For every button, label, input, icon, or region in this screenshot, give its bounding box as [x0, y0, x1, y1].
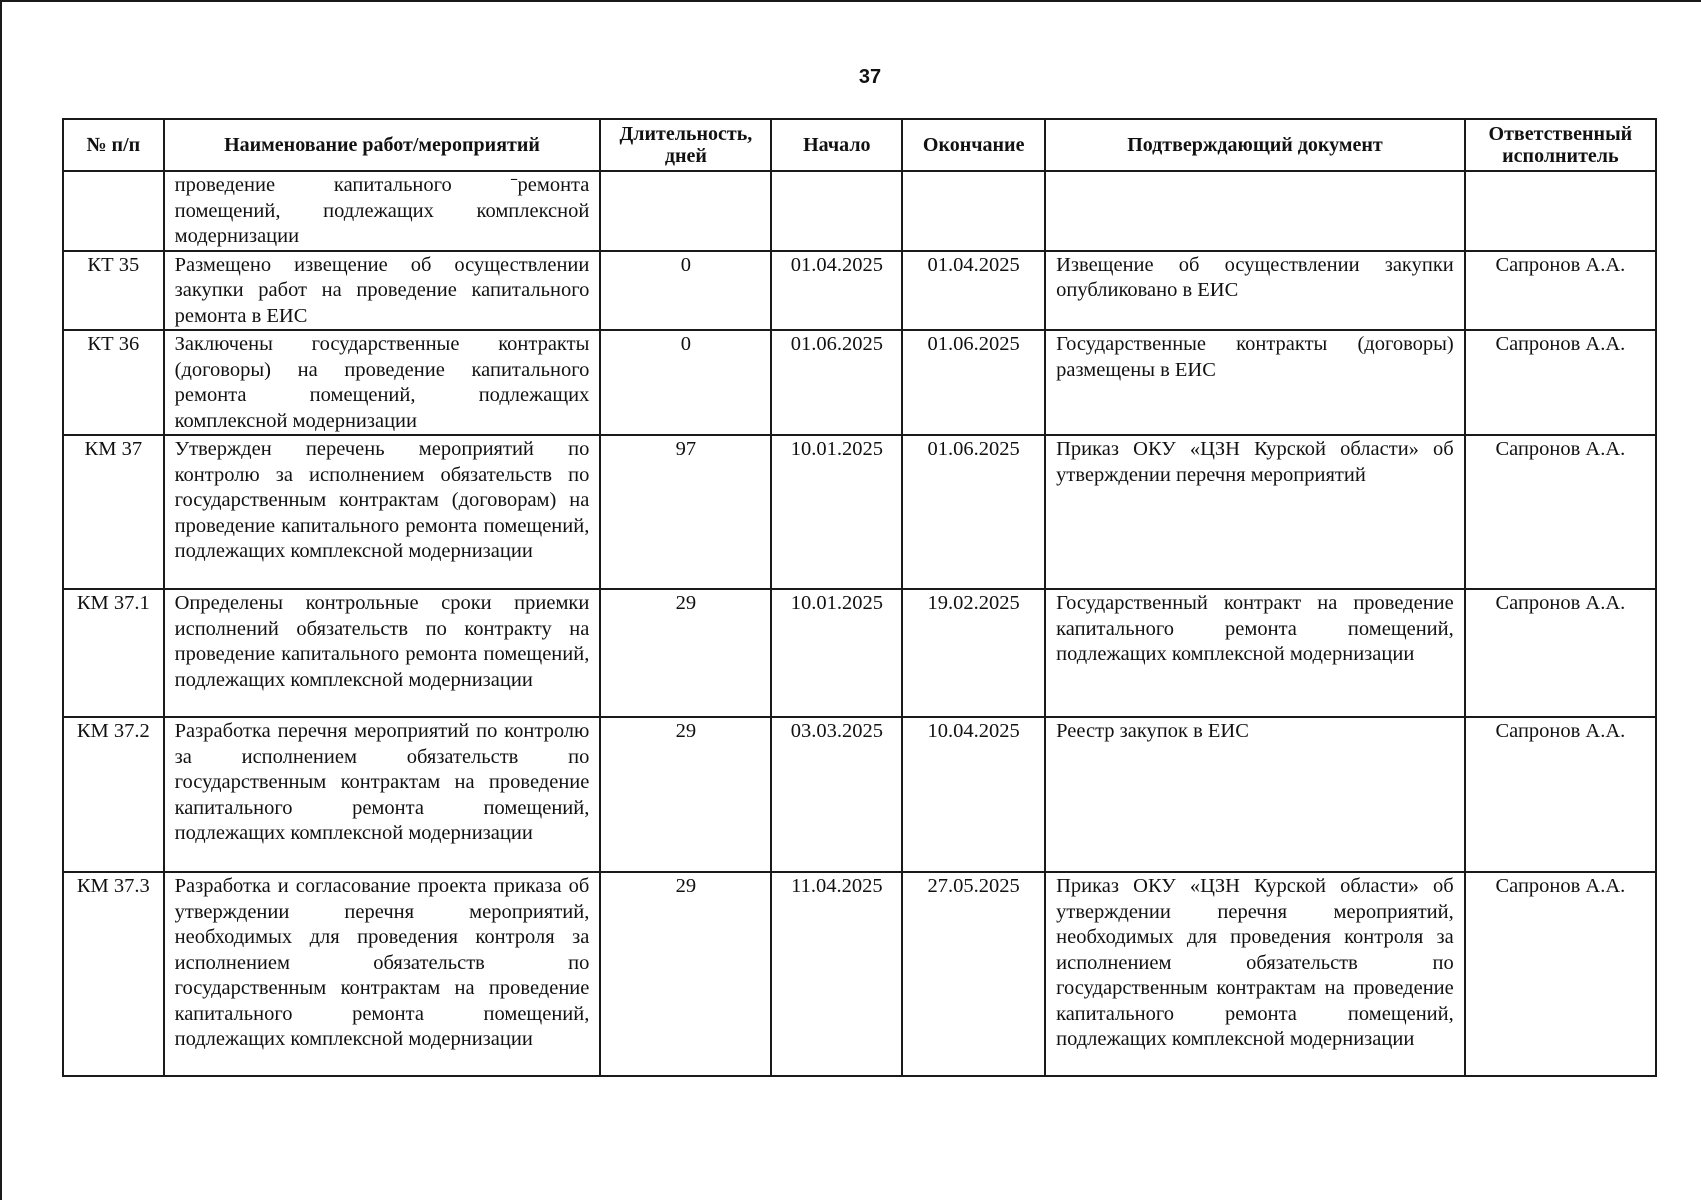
cell-name: Размещено извещение об осуществлении закупки работ на проведение капитального ремонта в ЕИС	[164, 251, 601, 331]
cell-responsible: Сапронов А.А.	[1465, 589, 1656, 717]
cell-name: Утвержден перечень мероприятий по контролю за исполнением обязательств по государственным контрактам (договорам) на проведение капитального ремонта помещений, подлежащих комплексной модернизации	[164, 435, 601, 589]
cell-document: Извещение об осуществлении закупки опубликовано в ЕИС	[1045, 251, 1465, 331]
table-row	[63, 589, 1656, 717]
cell-end: 27.05.2025	[902, 872, 1045, 1076]
schedule-table	[62, 118, 1657, 1077]
header-end: Окончание	[902, 119, 1045, 171]
cell-name: Заключены государственные контракты (договоры) на проведение капитального ремонта помещений, подлежащих комплексной модернизации	[164, 330, 601, 435]
header-responsible: Ответственный исполнитель	[1465, 119, 1656, 171]
cell-name: проведение капитального ˉремонта помещений, подлежащих комплексной модернизации	[164, 171, 601, 251]
cell-end: 01.04.2025	[902, 251, 1045, 331]
cell-responsible: Сапронов А.А.	[1465, 435, 1656, 589]
cell-num: КМ 37.2	[63, 717, 164, 872]
cell-duration	[600, 171, 771, 251]
cell-responsible: Сапронов А.А.	[1465, 872, 1656, 1076]
cell-num	[63, 171, 164, 251]
cell-document: Приказ ОКУ «ЦЗН Курской области» об утверждении перечня мероприятий, необходимых для проведения контроля за исполнением обязательств по государственным контрактам на проведение капитального ремонта помещений, подлежащих комплексной модернизации	[1045, 872, 1465, 1076]
table-row-continuation	[63, 171, 1656, 251]
cell-duration: 0	[600, 251, 771, 331]
cell-responsible	[1465, 171, 1656, 251]
cell-responsible: Сапронов А.А.	[1465, 717, 1656, 872]
cell-responsible: Сапронов А.А.	[1465, 251, 1656, 331]
cell-name: Определены контрольные сроки приемки исполнений обязательств по контракту на проведение капитального ремонта помещений, подлежащих комплексной модернизации	[164, 589, 601, 717]
header-num: № п/п	[63, 119, 164, 171]
cell-duration: 29	[600, 872, 771, 1076]
cell-start: 10.01.2025	[771, 435, 902, 589]
cell-document: Государственные контракты (договоры) размещены в ЕИС	[1045, 330, 1465, 435]
cell-name: Разработка и согласование проекта приказа об утверждении перечня мероприятий, необходимых для проведения контроля за исполнением обязательств по государственным контрактам на проведение капитального ремонта помещений, подлежащих комплексной модернизации	[164, 872, 601, 1076]
header-name: Наименование работ/мероприятий	[164, 119, 601, 171]
cell-document	[1045, 171, 1465, 251]
cell-duration: 29	[600, 589, 771, 717]
cell-num: КМ 37.1	[63, 589, 164, 717]
table-row	[63, 435, 1656, 589]
cell-num: КМ 37	[63, 435, 164, 589]
cell-start: 03.03.2025	[771, 717, 902, 872]
header-document: Подтверждающий документ	[1045, 119, 1465, 171]
cell-start: 10.01.2025	[771, 589, 902, 717]
table-row	[63, 330, 1656, 435]
scan-edge-top	[0, 0, 1701, 2]
cell-end: 10.04.2025	[902, 717, 1045, 872]
page-number: 37	[858, 66, 882, 88]
cell-num: КМ 37.3	[63, 872, 164, 1076]
cell-end	[902, 171, 1045, 251]
cell-duration: 0	[600, 330, 771, 435]
scan-edge-left	[0, 0, 2, 1200]
table-row	[63, 251, 1656, 331]
cell-document: Государственный контракт на проведение капитального ремонта помещений, подлежащих комплексной модернизации	[1045, 589, 1465, 717]
header-duration: Длительность, дней	[600, 119, 771, 171]
cell-document: Приказ ОКУ «ЦЗН Курской области» об утверждении перечня мероприятий	[1045, 435, 1465, 589]
cell-start: 01.04.2025	[771, 251, 902, 331]
cell-responsible: Сапронов А.А.	[1465, 330, 1656, 435]
header-start: Начало	[771, 119, 902, 171]
cell-name: Разработка перечня мероприятий по контролю за исполнением обязательств по государственным контрактам на проведение капитального ремонта помещений, подлежащих комплексной модернизации	[164, 717, 601, 872]
cell-end: 01.06.2025	[902, 330, 1045, 435]
cell-start: 01.06.2025	[771, 330, 902, 435]
table-row	[63, 872, 1656, 1076]
cell-duration: 29	[600, 717, 771, 872]
cell-end: 01.06.2025	[902, 435, 1045, 589]
cell-start	[771, 171, 902, 251]
cell-start: 11.04.2025	[771, 872, 902, 1076]
table-row	[63, 717, 1656, 872]
cell-num: КТ 35	[63, 251, 164, 331]
cell-duration: 97	[600, 435, 771, 589]
cell-end: 19.02.2025	[902, 589, 1045, 717]
table-header-row	[63, 119, 1656, 171]
cell-num: КТ 36	[63, 330, 164, 435]
cell-document: Реестр закупок в ЕИС	[1045, 717, 1465, 872]
